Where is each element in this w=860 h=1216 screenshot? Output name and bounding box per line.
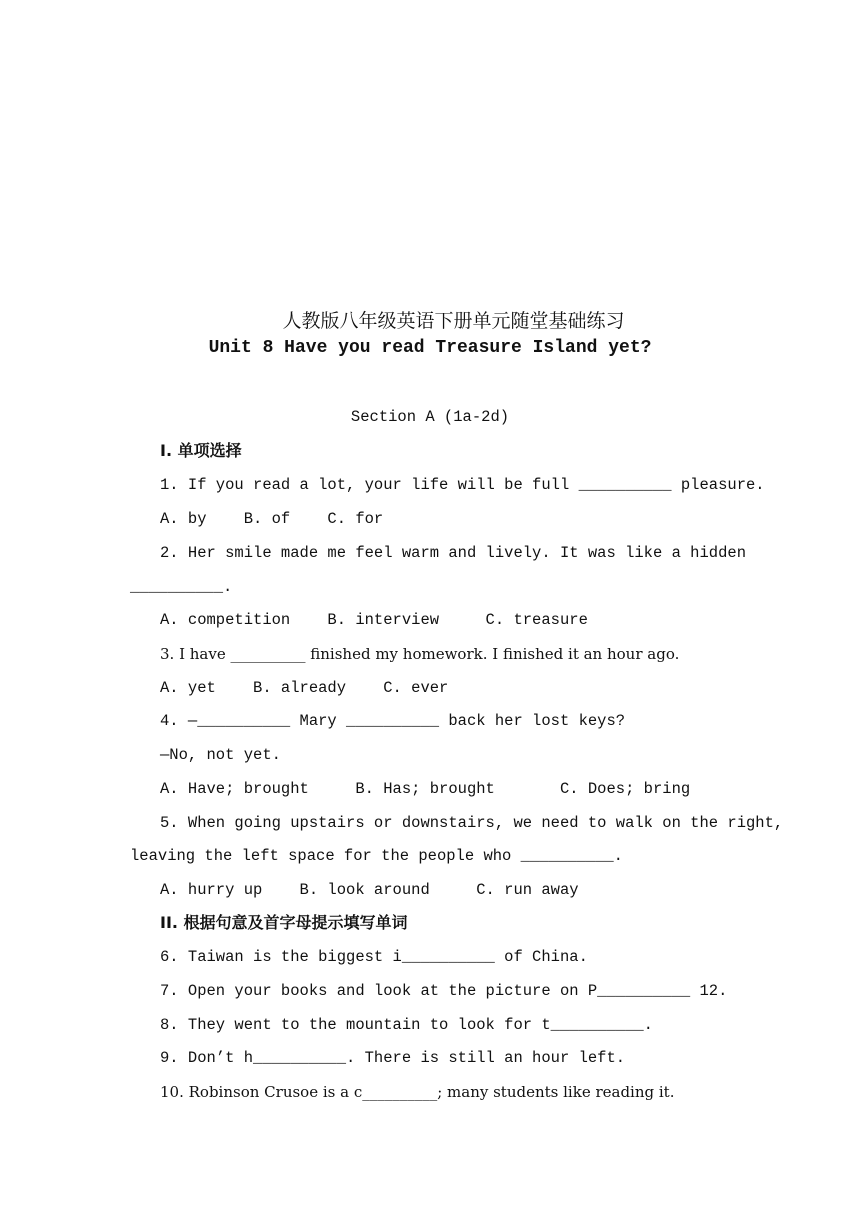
question-1-options: A. by B. of C. for (160, 510, 384, 528)
question-2-line-1: 2. Her smile made me feel warm and lively. It was like a hidden (160, 544, 746, 562)
question-9: 9. Don’t h__________. There is still an hour left. (160, 1049, 626, 1067)
question-6: 6. Taiwan is the biggest i__________ of China. (160, 948, 588, 966)
section-label: Section A (1a-2d) (350, 408, 510, 426)
question-4-options: A. Have; brought B. Has; brought C. Does; bring (160, 780, 691, 798)
part2-heading: II. 根据句意及首字母提示填写单词 (160, 913, 408, 932)
question-3-options: A. yet B. already C. ever (160, 679, 449, 697)
question-5-line-2: leaving the left space for the people who __________. (130, 847, 623, 865)
document-title-chinese: 人教版八年级英语下册单元随堂基础练习 (282, 310, 625, 332)
question-4-line-1: 4. —__________ Mary __________ back her lost keys? (160, 712, 626, 730)
question-2-line-2: __________. (130, 578, 233, 596)
question-2-options: A. competition B. interview C. treasure (160, 611, 588, 629)
part1-heading: I. 单项选择 (160, 441, 242, 460)
question-4-line-2: —No, not yet. (160, 746, 281, 764)
question-1: 1. If you read a lot, your life will be full __________ pleasure. (160, 476, 765, 494)
question-5-options: A. hurry up B. look around C. run away (160, 881, 579, 899)
question-5-line-1: 5. When going upstairs or downstairs, we need to walk on the right, (160, 814, 784, 832)
question-8: 8. They went to the mountain to look for t__________. (160, 1016, 653, 1034)
document-title-english: Unit 8 Have you read Treasure Island yet? (208, 338, 652, 358)
question-7: 7. Open your books and look at the picture on P__________ 12. (160, 982, 728, 1000)
question-10: 10. Robinson Crusoe is a c__________; many students like reading it. (160, 1083, 675, 1101)
question-3: 3. I have __________ finished my homework. I finished it an hour ago. (160, 645, 680, 663)
